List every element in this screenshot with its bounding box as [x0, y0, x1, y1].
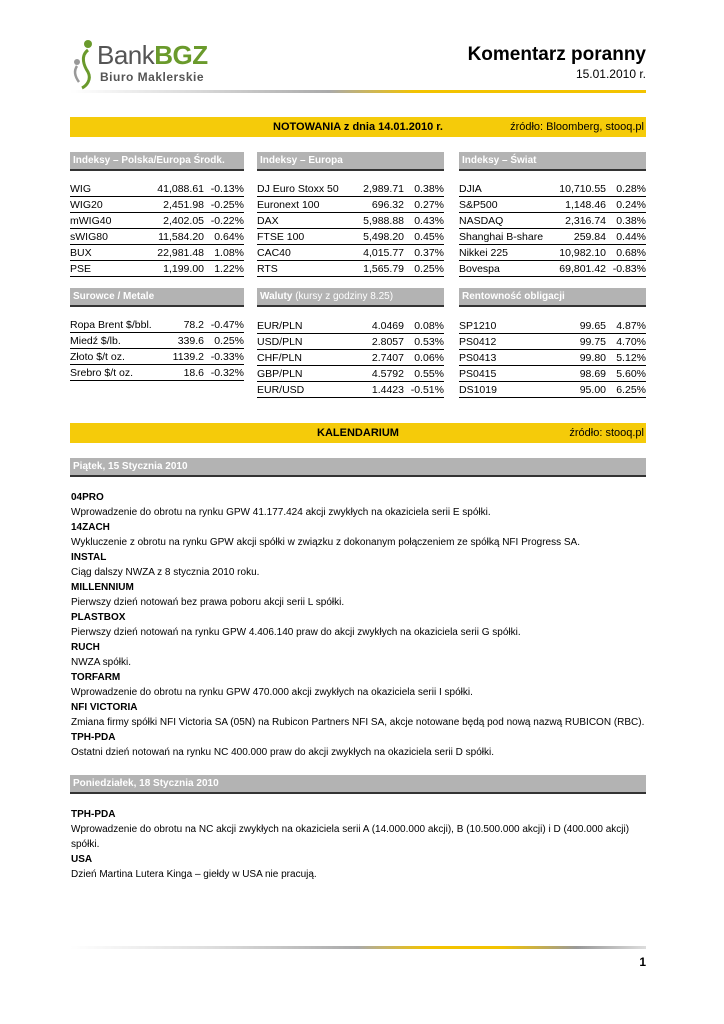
- row-value: 99.80: [551, 350, 606, 366]
- table-row: [257, 213, 444, 229]
- kalendarium-source: źródło: stooq.pl: [569, 427, 644, 439]
- row-label: EUR/PLN: [257, 318, 349, 334]
- row-label: CAC40: [257, 245, 349, 261]
- row-change: -0.33%: [204, 349, 244, 365]
- row-label: EUR/USD: [257, 382, 349, 398]
- row-value: 4.0469: [349, 318, 404, 334]
- kalendarium-title: KALENDARIUM: [317, 427, 399, 439]
- table-indeksy-pl: [70, 181, 244, 277]
- row-change: 0.27%: [404, 197, 444, 213]
- row-label: DJ Euro Stoxx 50: [257, 181, 349, 197]
- row-label: BUX: [70, 245, 148, 261]
- row-value: 95.00: [551, 382, 606, 398]
- row-change: 0.44%: [606, 229, 646, 245]
- row-change: 0.06%: [404, 350, 444, 366]
- calendar-company: 04PRO: [71, 492, 104, 503]
- table-row: [257, 350, 444, 366]
- row-value: 2,316.74: [551, 213, 606, 229]
- calendar-company: NFI VICTORIA: [71, 702, 138, 713]
- calendar-event: Pierwszy dzień notowań bez prawa poboru akcji serii L spółki.: [71, 597, 345, 608]
- calendar-event: Wykluczenie z obrotu na rynku GPW akcji spółki w związku z dokonanym połączeniem ze spółką NFI Progress SA.: [71, 537, 580, 548]
- row-change: -0.13%: [204, 181, 244, 197]
- row-label: mWIG40: [70, 213, 148, 229]
- section-header-surowce: Surowce / Metale: [70, 288, 244, 307]
- table-row: [70, 349, 244, 365]
- calendar-event: Dzień Martina Lutera Kinga – giełdy w USA nie pracują.: [71, 869, 317, 880]
- kalendarium-bar: [70, 423, 646, 443]
- table-surowce: [70, 317, 244, 381]
- row-value: 99.65: [551, 318, 606, 334]
- row-label: Srebro $/t oz.: [70, 365, 170, 381]
- row-label: Euronext 100: [257, 197, 349, 213]
- calendar-event: Zmiana firmy spółki NFI Victoria SA (05N) na Rubicon Partners NFI SA, akcje notowane będą pod nową nazwą RUBICON (RBC).: [71, 717, 645, 728]
- document-title: Komentarz poranny: [467, 44, 646, 65]
- row-value: 41,088.61: [148, 181, 204, 197]
- header-divider: [70, 90, 646, 93]
- row-label: Miedź $/lb.: [70, 333, 170, 349]
- calendar-company: USA: [71, 854, 93, 865]
- calendar-event: Pierwszy dzień notowań na rynku GPW 4.406.140 praw do akcji zwykłych na okaziciela serii G spółki.: [71, 627, 521, 638]
- table-row: [459, 261, 646, 277]
- row-label: Shanghai B-share: [459, 229, 551, 245]
- calendar-event: Wprowadzenie do obrotu na rynku GPW 41.177.424 akcji zwykłych na okaziciela serii E spółki.: [71, 507, 491, 518]
- calendar-company: TPH-PDA: [71, 732, 116, 743]
- table-indeksy-sw: [459, 181, 646, 277]
- row-value: 339.6: [170, 333, 204, 349]
- row-label: NASDAQ: [459, 213, 551, 229]
- calendar-event: Ciąg dalszy NWZA z 8 stycznia 2010 roku.: [71, 567, 260, 578]
- calendar-company: INSTAL: [71, 552, 107, 563]
- row-value: 5,498.20: [349, 229, 404, 245]
- row-label: PS0413: [459, 350, 551, 366]
- row-change: 0.08%: [404, 318, 444, 334]
- table-obligacje: [459, 318, 646, 398]
- row-value: 1.4423: [349, 382, 404, 398]
- row-value: 4,015.77: [349, 245, 404, 261]
- table-row: [70, 365, 244, 381]
- row-change: 0.38%: [606, 213, 646, 229]
- calendar-day-entries: [71, 807, 651, 882]
- row-value: 2,402.05: [148, 213, 204, 229]
- notowania-source: źródło: Bloomberg, stooq.pl: [510, 121, 644, 133]
- table-row: [257, 245, 444, 261]
- row-value: 10,982.10: [551, 245, 606, 261]
- table-row: [70, 333, 244, 349]
- row-value: 11,584.20: [148, 229, 204, 245]
- table-row: [459, 350, 646, 366]
- calendar-event: Ostatni dzień notowań na rynku NC 400.000 praw do akcji zwykłych na okaziciela serii D spółki.: [71, 747, 494, 758]
- row-change: 4.87%: [606, 318, 646, 334]
- row-label: FTSE 100: [257, 229, 349, 245]
- row-value: 98.69: [551, 366, 606, 382]
- row-value: 22,981.48: [148, 245, 204, 261]
- table-row: [257, 366, 444, 382]
- row-value: 78.2: [170, 317, 204, 333]
- table-row: [70, 197, 244, 213]
- document-date: 15.01.2010 r.: [575, 67, 646, 81]
- row-value: 69,801.42: [551, 261, 606, 277]
- table-row: [70, 229, 244, 245]
- row-label: Nikkei 225: [459, 245, 551, 261]
- row-change: 0.53%: [404, 334, 444, 350]
- table-row: [459, 229, 646, 245]
- row-label: WIG: [70, 181, 148, 197]
- calendar-company: TPH-PDA: [71, 809, 116, 820]
- row-label: CHF/PLN: [257, 350, 349, 366]
- table-row: [459, 366, 646, 382]
- row-label: DS1019: [459, 382, 551, 398]
- notowania-bar: [70, 117, 646, 137]
- row-value: 2,989.71: [349, 181, 404, 197]
- section-header-indeksy-sw: Indeksy – Świat: [459, 152, 646, 171]
- table-row: [70, 213, 244, 229]
- waluty-note: (kursy z godziny 8.25): [295, 291, 394, 302]
- row-label: PS0415: [459, 366, 551, 382]
- calendar-company: TORFARM: [71, 672, 121, 683]
- row-value: 696.32: [349, 197, 404, 213]
- table-row: [459, 318, 646, 334]
- calendar-event: NWZA spółki.: [71, 657, 132, 668]
- bank-logo-icon: [70, 36, 100, 90]
- row-value: 2.7407: [349, 350, 404, 366]
- table-row: [257, 318, 444, 334]
- row-value: 2.8057: [349, 334, 404, 350]
- brand-subtitle: Biuro Maklerskie: [100, 70, 205, 84]
- section-header-waluty: [257, 288, 444, 307]
- row-value: 99.75: [551, 334, 606, 350]
- section-header-indeksy-pl: Indeksy – Polska/Europa Środk.: [70, 152, 244, 171]
- row-label: GBP/PLN: [257, 366, 349, 382]
- row-change: 0.38%: [404, 181, 444, 197]
- row-label: SP1210: [459, 318, 551, 334]
- row-change: -0.32%: [204, 365, 244, 381]
- footer-divider: [70, 946, 646, 949]
- table-row: [459, 334, 646, 350]
- row-change: 5.60%: [606, 366, 646, 382]
- table-row: [459, 245, 646, 261]
- row-value: 1,148.46: [551, 197, 606, 213]
- row-change: 0.68%: [606, 245, 646, 261]
- row-change: -0.83%: [606, 261, 646, 277]
- calendar-company: RUCH: [71, 642, 100, 653]
- row-change: 0.64%: [204, 229, 244, 245]
- calendar-event: Wprowadzenie do obrotu na NC akcji zwykłych na okaziciela serii A (14.000.000 akcji), B (10.500.000 akcji) i D (400.000 akcji) spółki.: [71, 824, 630, 850]
- row-value: 1,565.79: [349, 261, 404, 277]
- row-label: Ropa Brent $/bbl.: [70, 317, 170, 333]
- row-label: PS0412: [459, 334, 551, 350]
- calendar-day-header: Piątek, 15 Stycznia 2010: [70, 458, 646, 477]
- row-value: 1,199.00: [148, 261, 204, 277]
- row-change: -0.25%: [204, 197, 244, 213]
- table-row: [257, 197, 444, 213]
- row-label: DJIA: [459, 181, 551, 197]
- table-row: [257, 229, 444, 245]
- row-change: 0.28%: [606, 181, 646, 197]
- row-label: DAX: [257, 213, 349, 229]
- row-change: -0.51%: [404, 382, 444, 398]
- table-row: [459, 197, 646, 213]
- table-row: [70, 261, 244, 277]
- calendar-event: Wprowadzenie do obrotu na rynku GPW 470.000 akcji zwykłych na okaziciela serii I spółki.: [71, 687, 473, 698]
- row-change: 5.12%: [606, 350, 646, 366]
- section-header-obligacje: Rentowność obligacji: [459, 288, 646, 307]
- table-row: [459, 382, 646, 398]
- row-value: 259.84: [551, 229, 606, 245]
- row-value: 10,710.55: [551, 181, 606, 197]
- table-row: [70, 181, 244, 197]
- row-change: 1.22%: [204, 261, 244, 277]
- row-value: 5,988.88: [349, 213, 404, 229]
- row-change: 0.24%: [606, 197, 646, 213]
- waluty-title: Waluty: [260, 291, 293, 302]
- row-change: -0.22%: [204, 213, 244, 229]
- calendar-company: MILLENNIUM: [71, 582, 134, 593]
- row-change: 0.25%: [404, 261, 444, 277]
- brand-name: BankBGZ: [97, 40, 208, 70]
- table-row: [257, 382, 444, 398]
- row-change: 6.25%: [606, 382, 646, 398]
- notowania-title: NOTOWANIA z dnia 14.01.2010 r.: [273, 121, 443, 133]
- row-change: -0.47%: [204, 317, 244, 333]
- table-row: [459, 181, 646, 197]
- row-change: 0.43%: [404, 213, 444, 229]
- section-header-indeksy-eu: Indeksy – Europa: [257, 152, 444, 171]
- row-label: Bovespa: [459, 261, 551, 277]
- table-waluty: [257, 318, 444, 398]
- table-row: [257, 261, 444, 277]
- row-label: Złoto $/t oz.: [70, 349, 170, 365]
- table-row: [257, 334, 444, 350]
- table-indeksy-eu: [257, 181, 444, 277]
- row-value: 4.5792: [349, 366, 404, 382]
- row-label: USD/PLN: [257, 334, 349, 350]
- calendar-day-header: Poniedziałek, 18 Stycznia 2010: [70, 775, 646, 794]
- row-value: 18.6: [170, 365, 204, 381]
- table-row: [70, 245, 244, 261]
- page-number: 1: [639, 955, 646, 969]
- calendar-company: 14ZACH: [71, 522, 110, 533]
- row-change: 4.70%: [606, 334, 646, 350]
- calendar-company: PLASTBOX: [71, 612, 126, 623]
- row-label: RTS: [257, 261, 349, 277]
- row-change: 0.37%: [404, 245, 444, 261]
- row-change: 1.08%: [204, 245, 244, 261]
- row-value: 2,451.98: [148, 197, 204, 213]
- row-change: 0.25%: [204, 333, 244, 349]
- row-change: 0.55%: [404, 366, 444, 382]
- table-row: [459, 213, 646, 229]
- row-label: PSE: [70, 261, 148, 277]
- row-label: S&P500: [459, 197, 551, 213]
- row-value: 1139.2: [170, 349, 204, 365]
- calendar-day-entries: [71, 490, 651, 760]
- row-change: 0.45%: [404, 229, 444, 245]
- table-row: [257, 181, 444, 197]
- row-label: WIG20: [70, 197, 148, 213]
- row-label: sWIG80: [70, 229, 148, 245]
- table-row: [70, 317, 244, 333]
